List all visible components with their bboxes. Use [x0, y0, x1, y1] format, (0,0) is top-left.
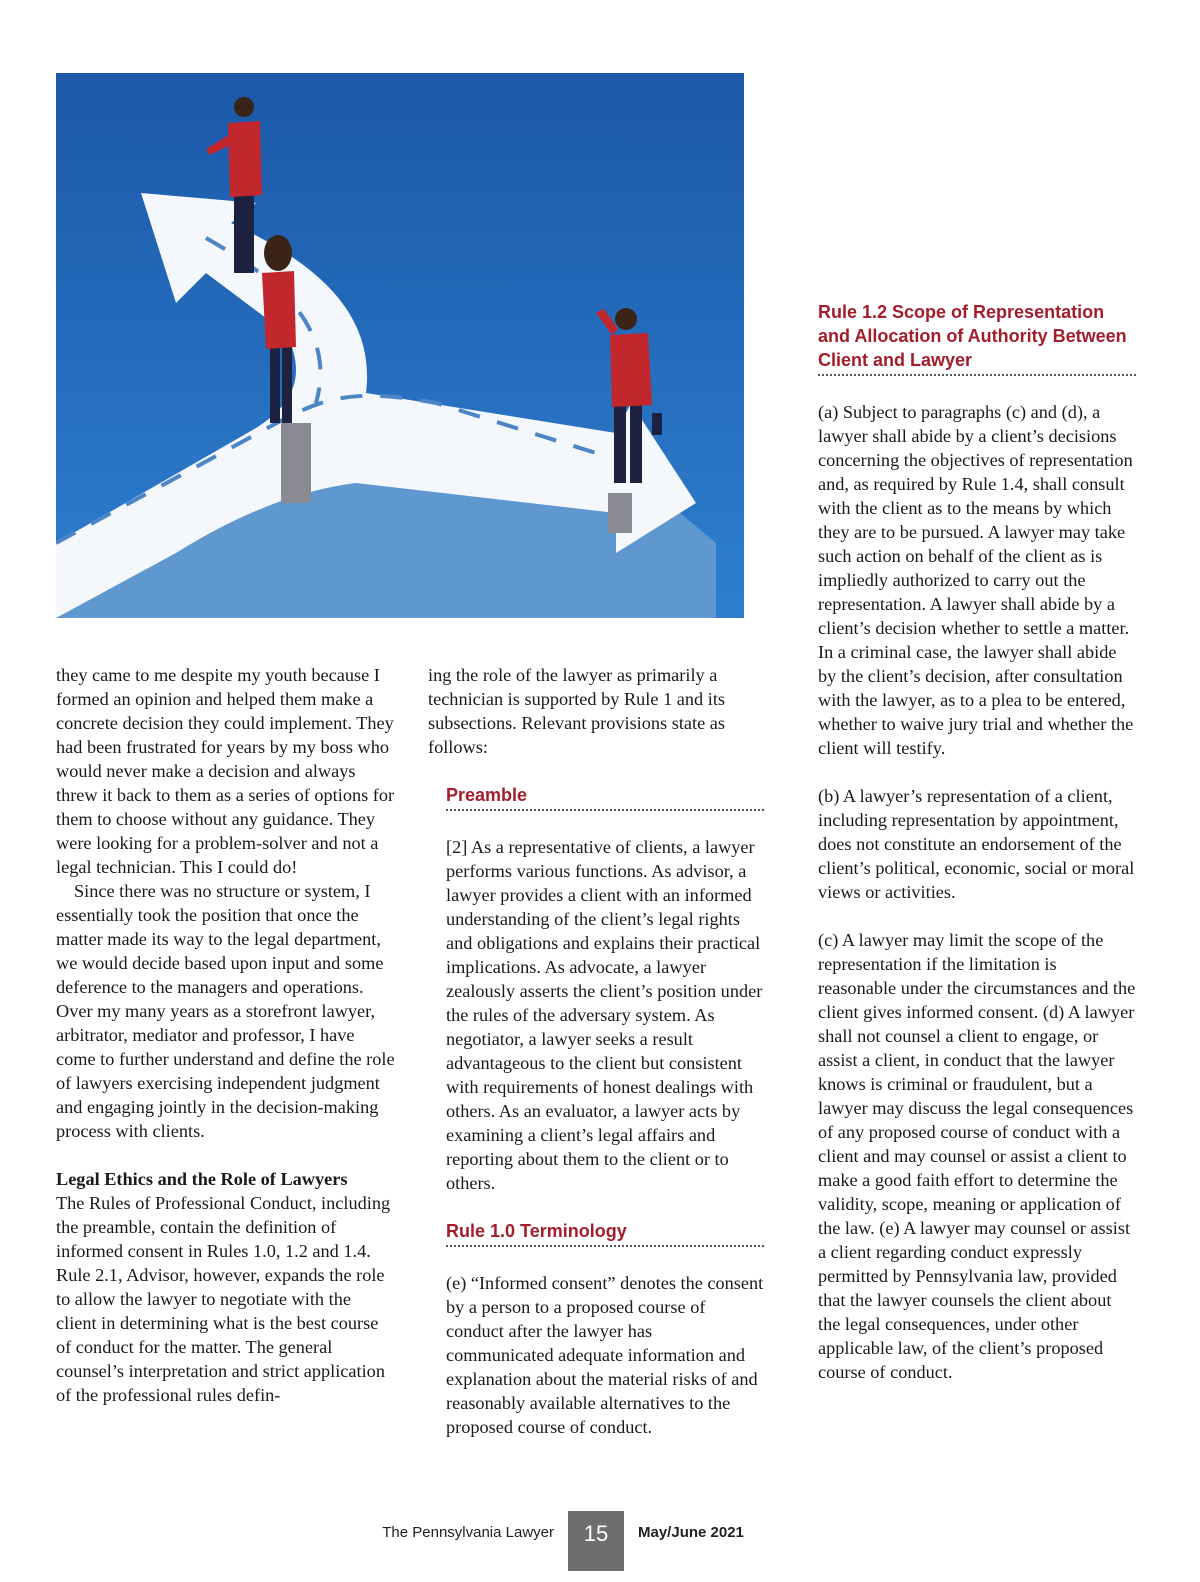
- column-1: [56, 663, 396, 1407]
- road-pillar-left: [281, 423, 311, 503]
- preamble-heading: Preamble: [446, 783, 764, 811]
- page-footer: [0, 1511, 1200, 1571]
- issue-date: May/June 2021: [638, 1524, 744, 1541]
- rule-1-2-paragraph-b: (b) A lawyer’s representation of a client, including representation by appointment, does not constitute an endorsement of the client’s political, economic, social or moral views or activities.: [818, 786, 1135, 902]
- column2-paragraph-1: ing the role of the lawyer as primarily a technician is supported by Rule 1 and its subsections. Relevant provisions state as follows:: [428, 665, 726, 757]
- rule-1-2-heading: Rule 1.2 Scope of Representation and Allocation of Authority Between Client and Lawyer: [818, 300, 1136, 376]
- rule-1-2-paragraph-c: (c) A lawyer may limit the scope of the representation if the limitation is reasonable under the circumstances and the client gives informed consent. (d) A lawyer shall not counsel a client to engage, or assist a client, in conduct that the lawyer knows is criminal or fraudulent, but a lawyer may discuss the legal consequences of any proposed course of conduct with a client and may counsel or assist a client to make a good faith effort to determine the validity, scope, meaning or application of the law. (e) A lawyer may counsel or assist a client regarding conduct expressly permitted by Pennsylvania law, provided that the lawyer counsels the client about the legal consequences, under other applicable law, of the client’s proposed course of conduct.: [818, 930, 1136, 1382]
- column1-paragraph-1: they came to me despite my youth because I formed an opinion and helped them make a concrete decision they could implement. They had been frustrated for years by my boss who would never make a decision and always threw it back to them as a series of options for them to choose without any guidance. They were looking for a problem-solver and not a legal technician. This I could do!: [56, 665, 395, 877]
- preamble-block: [446, 783, 764, 1439]
- column1-paragraph-2: Since there was no structure or system, I essentially took the position that once the matter made its way to the legal department, we would decide based upon input and some deference to the managers and operations. Over my many years as a storefront lawyer, arbitrator, mediator and professor, I have come to further understand and define the role of lawyers exercising independent judgment and engaging jointly in the decision-making process with clients.: [56, 881, 395, 1141]
- column-2: [428, 663, 764, 1439]
- preamble-text: [2] As a representative of clients, a lawyer performs various functions. As advisor, a lawyer provides a client with an informed understanding of the client’s legal rights and obligations and explains their practical implications. As advocate, a lawyer zealously asserts the client’s position under the rules of the adversary system. As negotiator, a lawyer seeks a result advantageous to the client but consistent with requirements of honest dealings with others. As an evaluator, a lawyer acts by examining a client’s legal affairs and reporting about them to the client or to others.: [446, 837, 763, 1193]
- road-pillar-right: [608, 493, 632, 533]
- column-3: [818, 300, 1136, 1384]
- illustration-crossroads: [56, 73, 744, 618]
- legal-ethics-heading: Legal Ethics and the Role of Lawyers: [56, 1169, 348, 1189]
- column1-paragraph-3: The Rules of Professional Conduct, including the preamble, contain the definition of informed consent in Rules 1.0, 1.2 and 1.4. Rule 2.1, Advisor, however, expands the role to allow the lawyer to negotiate with the client in determining what is the best course of conduct for the matter. The general counsel’s interpretation and strict application of the professional rules defin-: [56, 1193, 391, 1405]
- terminology-text: (e) “Informed consent” denotes the consent by a person to a proposed course of conduct after the lawyer has communicated adequate information and explanation about the material risks of and reasonably available alternatives to the proposed course of conduct.: [446, 1273, 764, 1437]
- crossroads-illustration-svg: [56, 73, 744, 618]
- terminology-heading: Rule 1.0 Terminology: [446, 1219, 764, 1247]
- rule-1-2-paragraph-a: (a) Subject to paragraphs (c) and (d), a lawyer shall abide by a client’s decisions concerning the objectives of representation and, as required by Rule 1.4, shall consult with the client as to the means by which they are to be pursued. A lawyer may take such action on behalf of the client as is impliedly authorized to carry out the representation. A lawyer shall abide by a client’s decision whether to settle a matter. In a criminal case, the lawyer shall abide by the client’s decision, after consultation with the lawyer, as to a plea to be entered, whether to waive jury trial and whether the client will testify.: [818, 402, 1134, 758]
- page-number: 15: [568, 1511, 624, 1571]
- publication-name: The Pennsylvania Lawyer: [382, 1524, 554, 1541]
